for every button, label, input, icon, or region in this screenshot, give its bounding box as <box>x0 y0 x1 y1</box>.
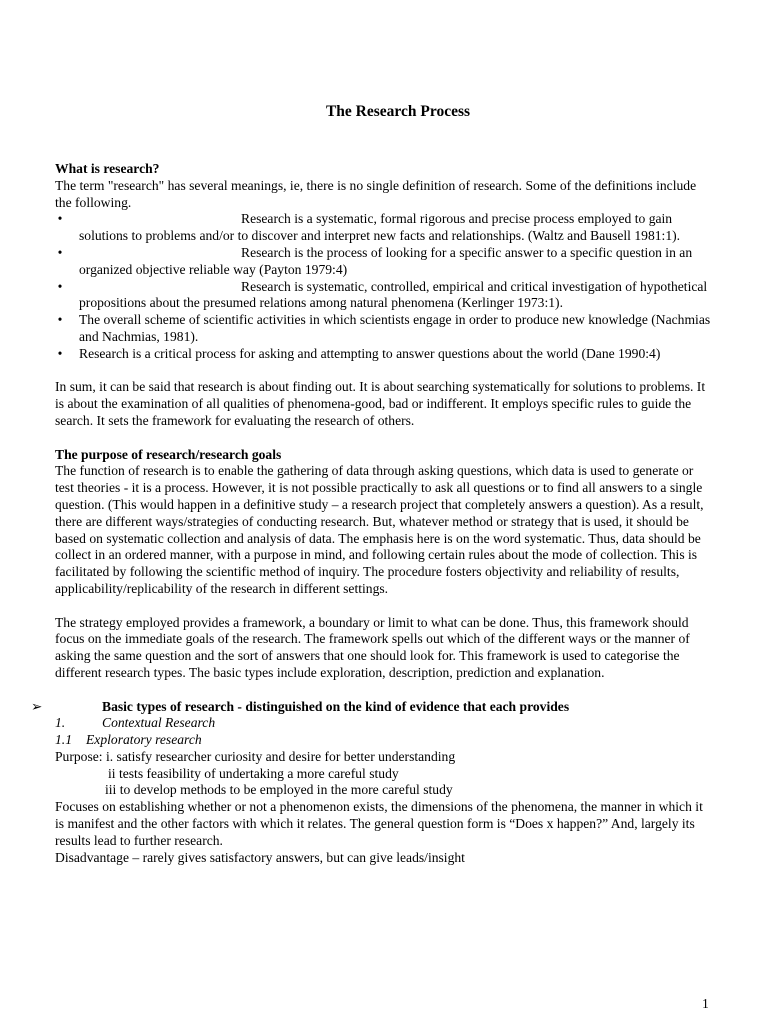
definition-rest: gain solutions to problems and/or to discover and interpret new facts and relationships. (Waltz and Bausell 1981:1). <box>79 211 681 244</box>
focus-paragraph: Focuses on establishing whether or not a phenomenon exists, the dimensions of the phenomena, the manner in which it is manifest and the other factors with which it relates. The general question form is “Does x happen?” And, largely its results lead to further research. <box>55 799 703 848</box>
definition-lead: Research is the process of looking for a specific answer to a specific <box>241 244 613 260</box>
section-heading-what-is-research: What is research? <box>55 161 160 176</box>
list-item <box>55 245 715 279</box>
bullet-icon: • <box>57 345 63 361</box>
purpose-ii: ii tests feasibility of undertaking a more careful study <box>108 765 399 781</box>
list-item <box>55 279 715 313</box>
list-item <box>55 312 715 346</box>
purpose-i: Purpose: i. satisfy researcher curiosity and desire for better understanding <box>55 748 456 764</box>
bullet-icon: • <box>57 312 63 328</box>
item-label: Exploratory research <box>86 732 202 748</box>
numbered-item-contextual <box>55 715 715 732</box>
list-item <box>55 211 715 245</box>
definition-rest: hypothetical propositions about the presumed relations among natural phenomena (Kerlinger 1973:1). <box>79 278 708 311</box>
section-heading-purpose: The purpose of research/research goals <box>55 446 282 462</box>
definition-text: Research is a critical process for asking and attempting to answer questions about the world (Dane 1990:4) <box>79 345 661 361</box>
bullet-icon: • <box>57 244 63 260</box>
basic-types-heading-line <box>31 698 715 716</box>
definition-rest: question in an organized objective reliable way (Payton 1979:4) <box>79 244 693 277</box>
purpose-iii: iii to develop methods to be employed in the more careful study <box>105 782 453 798</box>
list-item <box>55 346 715 363</box>
page-title: The Research Process <box>325 103 471 120</box>
basic-types-heading: Basic types of research - distinguished on the kind of evidence that each provides <box>102 698 570 714</box>
disadvantage-line: Disadvantage – rarely gives satisfactory answers, but can give leads/insight <box>55 849 465 865</box>
numbered-item-exploratory <box>55 732 715 749</box>
bullet-icon: • <box>57 211 63 227</box>
strategy-paragraph: The strategy employed provides a framework, a boundary or limit to what can be done. Thus, this framework should focus on the immediate goals of the research. The framework spells out which of the different ways or the manner of asking the same question and the sort of answers that one should look for. This framework is used to categorise the different research types. The basic types include exploration, description, prediction and explanation. <box>55 614 690 680</box>
item-number: 1.1 <box>55 732 72 748</box>
arrow-bullet-icon: ➢ <box>31 698 43 714</box>
definitions-list <box>55 211 715 362</box>
intro-paragraph: The term "research" has several meanings, ie, there is no single definition of research. Some of the definitions include the following. <box>55 177 697 210</box>
purpose-paragraph: The function of research is to enable the gathering of data through asking questions, which data is used to generate or test theories - it is a process. However, it is not possible practically to ask all questions or to find all answers to a single question. (This would happen in a definitive study – a research project that completely answers a question). As a result, there are different ways/strategies of conducting research. But, whatever method or strategy that is used, it should be based on systematic collection and analysis of data. The emphasis here is on the word systematic. Thus, data should be collect in an ordered manner, with a purpose in mind, and following certain rules about the mode of collection. This is facilitated by following the scientific method of inquiry. The procedure fosters objectivity and reliability of results, applicability/replicability of the research in different settings. <box>55 463 704 596</box>
bullet-icon: • <box>57 278 63 294</box>
item-label: Contextual Research <box>102 715 216 731</box>
definition-lead: Research is a systematic, formal rigorous and precise process employed to <box>241 211 646 227</box>
item-number: 1. <box>55 715 66 731</box>
definition-lead: Research is systematic, controlled, empirical and critical investigation of <box>241 278 637 294</box>
definition-text: The overall scheme of scientific activities in which scientists engage in order to produce new knowledge (Nachmias and Nachmias, 1981). <box>79 312 711 344</box>
document-body <box>31 161 715 866</box>
summary-paragraph: In sum, it can be said that research is about finding out. It is about searching systematically for solutions to problems. It is about the examination of all qualities of phenomena-good, bad or indifferent. It employs specific rules to guide the search. It sets the framework for evaluating the research of others. <box>55 379 706 428</box>
page-number: 1 <box>702 996 709 1011</box>
